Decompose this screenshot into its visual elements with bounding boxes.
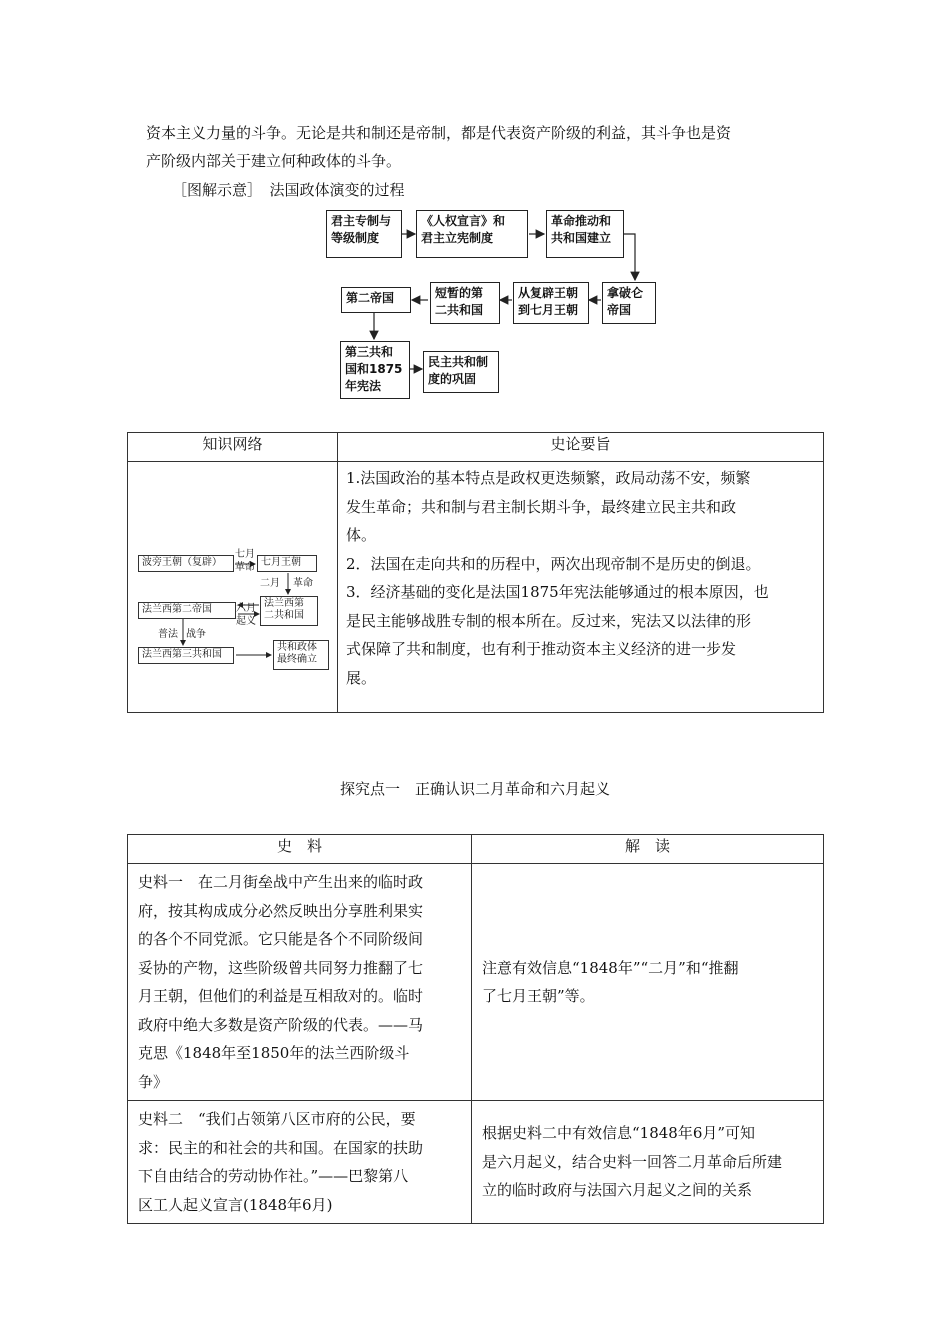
net-label-june-uprising: 六月 起义: [236, 603, 256, 627]
knowledge-table-header-network: 知识网络: [128, 433, 338, 462]
source-line: 的各个不同党派。它只能是各个不同阶级间: [138, 930, 424, 948]
flow-box-restoration: 从复辟王朝 到七月王朝: [513, 282, 589, 324]
source-line: 史料一 在二月街垒战中产生出来的临时政: [138, 873, 424, 891]
section-title: 探究点一 正确认识二月革命和六月起义: [339, 780, 610, 798]
flow-box-second-empire: 第二帝国: [341, 287, 411, 313]
net-label-february: 二月: [260, 578, 280, 589]
intro-line-1: 资本主义力量的斗争。无论是共和制还是帝制，都是代表资产阶级的利益，其斗争也是资: [146, 124, 732, 142]
summary-point-line: 发生革命；共和制与君主制长期斗争，最终建立民主共和政: [346, 497, 737, 516]
diagram-caption: ［图解示意］ 法国政体演变的过程: [172, 181, 405, 199]
source-row-1-source: [128, 864, 472, 1101]
political-evolution-diagram: [320, 206, 680, 402]
net-label-franco-prussian: 普法: [158, 629, 178, 640]
source-line: 区工人起义宣言(1848年6月): [138, 1195, 333, 1214]
net-third-republic: 法兰西第三共和国: [138, 647, 234, 664]
source-row-1-reading: [472, 864, 824, 1101]
reading-line: 根据史料二中有效信息“1848年6月”可知: [482, 1124, 756, 1143]
source-line: 求：民主的和社会的共和国。在国家的扶助: [138, 1138, 424, 1157]
knowledge-table-header-summary: 史论要旨: [338, 433, 824, 462]
reading-line: 是六月起义，结合史料一回答二月革命后所建: [482, 1152, 783, 1171]
net-republic-established: 共和政体 最终确立: [273, 640, 329, 670]
knowledge-network-cell: [128, 462, 338, 713]
summary-point-line: 体。: [346, 526, 377, 544]
source-row-2-source: [128, 1101, 472, 1224]
source-line: 府，按其构成成分必然反映出分享胜利果实: [138, 901, 424, 920]
source-table: [127, 834, 824, 1224]
reading-line: 注意有效信息“1848年”“二月”和“推翻: [482, 958, 739, 977]
source-table-header-source: 史 料: [128, 835, 472, 864]
source-line: 史料二 “我们占领第八区市府的公民，要: [138, 1110, 416, 1128]
net-label-july-revolution: 七月 革命: [235, 549, 255, 573]
net-label-war: 战争: [186, 629, 206, 640]
source-line: 妥协的产物，这些阶级曾共同努力推翻了七: [138, 958, 424, 977]
summary-points: [338, 462, 824, 713]
summary-point-line: 展。: [346, 668, 377, 687]
flow-box-consolidation: 民主共和制 度的巩固: [423, 351, 499, 393]
flow-box-third-republic: 第三共和 国和1875 年宪法: [340, 341, 410, 399]
flow-box-napoleon-empire: 拿破仑 帝国: [602, 282, 656, 324]
net-second-empire: 法兰西第二帝国: [138, 602, 236, 619]
net-label-revolution: 革命: [293, 578, 313, 589]
source-line: 月王朝，但他们的利益是互相敌对的。临时: [138, 987, 424, 1005]
reading-line: 立的临时政府与法国六月起义之间的关系: [482, 1181, 753, 1200]
net-july-monarchy: 七月王朝: [257, 555, 317, 572]
source-line: 下自由结合的劳动协作社。”——巴黎第八: [138, 1167, 409, 1185]
summary-point-line: 2．法国在走向共和的历程中，两次出现帝制不是历史的倒退。: [346, 554, 761, 573]
net-second-republic: 法兰西第 二共和国: [260, 596, 318, 626]
flow-box-absolute-monarchy: 君主专制与 等级制度: [326, 210, 402, 258]
summary-point-line: 1.法国政治的基本特点是政权更迭频繁，政局动荡不安，频繁: [346, 469, 751, 487]
source-line: 争》: [138, 1072, 169, 1091]
source-table-header-reading: 解 读: [472, 835, 824, 864]
summary-point-line: 式保障了共和制度，也有利于推动资本主义经济的进一步发: [346, 640, 737, 658]
summary-point-line: 3．经济基础的变化是法国1875年宪法能够通过的根本原因，也: [346, 583, 769, 601]
source-row-2-reading: [472, 1101, 824, 1224]
flow-box-second-republic: 短暂的第 二共和国: [430, 282, 500, 324]
knowledge-table: [127, 432, 824, 713]
source-line: 克思《1848年至1850年的法兰西阶级斗: [138, 1044, 410, 1062]
summary-point-line: 是民主能够战胜专制的根本所在。反过来，宪法又以法律的形: [346, 611, 752, 630]
flow-box-declaration: 《人权宣言》和 君主立宪制度: [416, 210, 528, 258]
reading-line: 了七月王朝”等。: [482, 987, 595, 1005]
intro-line-2: 产阶级内部关于建立何种政体的斗争。: [146, 152, 402, 170]
source-line: 政府中绝大多数是资产阶级的代表。——马: [138, 1015, 424, 1034]
flow-box-republic-founded: 革命推动和 共和国建立: [546, 210, 624, 258]
net-bourbon-restoration: 波旁王朝（复辟）: [138, 555, 234, 572]
